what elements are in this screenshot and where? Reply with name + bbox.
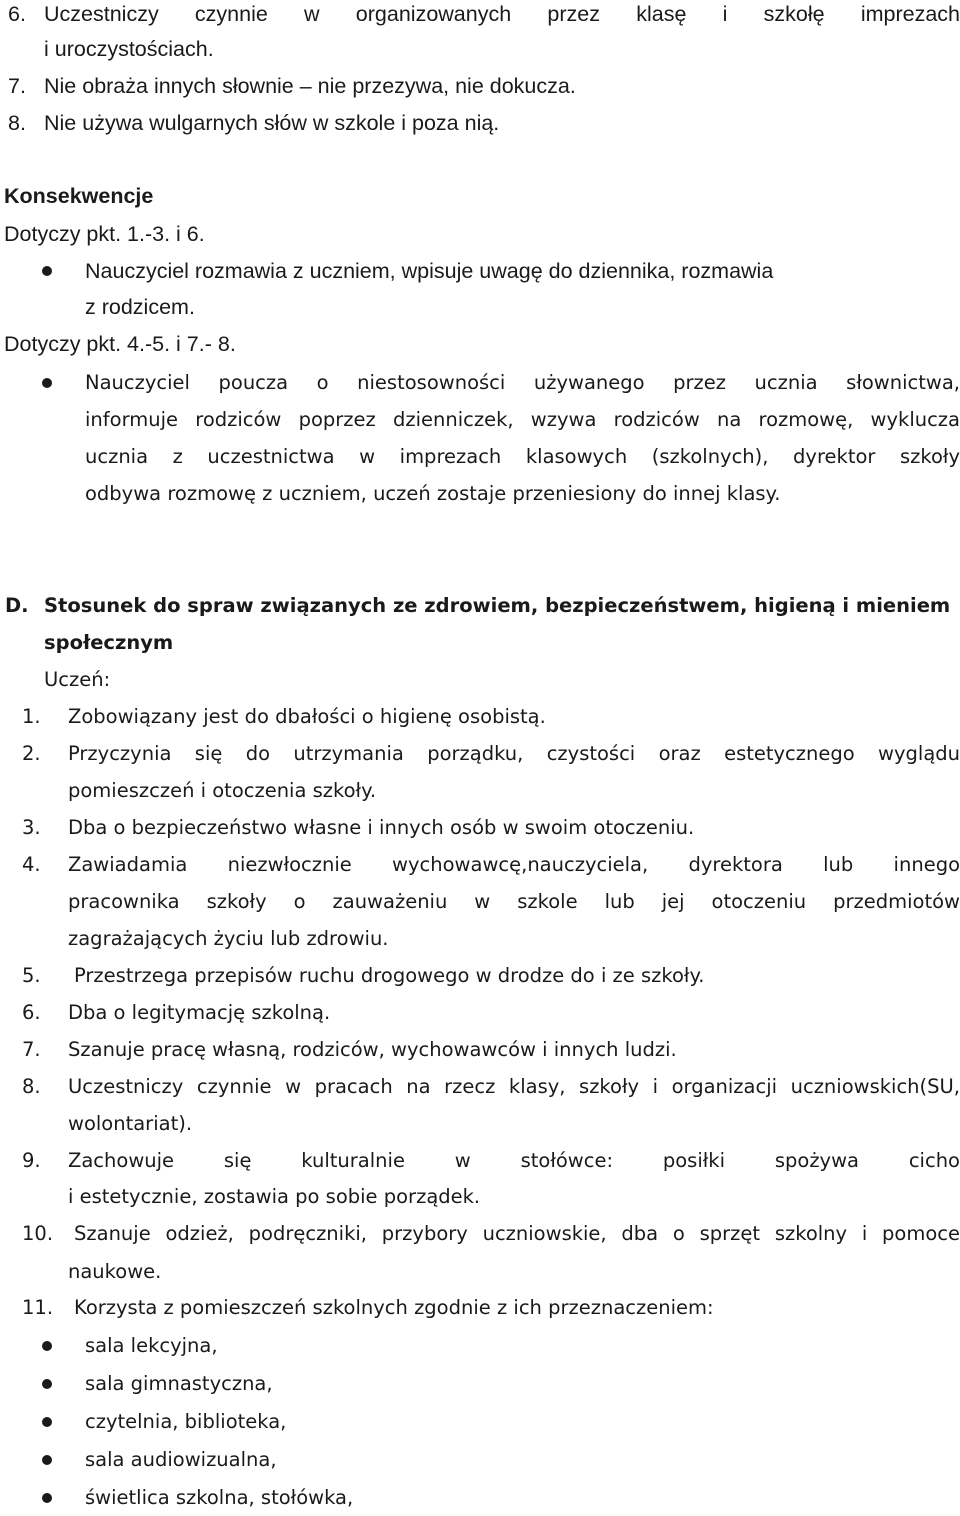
section-title: społecznym bbox=[44, 631, 174, 654]
list-item-text: Szanuje pracę własną, rodziców, wychowawców i innych ludzi. bbox=[68, 1038, 677, 1061]
bullet-icon bbox=[42, 266, 52, 276]
group-label: Dotyczy pkt. 1.-3. i 6. bbox=[4, 222, 205, 246]
room-item: sala gimnastyczna, bbox=[85, 1372, 273, 1395]
list-number: 9. bbox=[22, 1149, 41, 1172]
list-number: 11. bbox=[22, 1296, 54, 1319]
section-letter: D. bbox=[5, 594, 29, 617]
list-item-text: Uczestniczy czynnie w pracach na rzecz klasy, szkoły i organizacji uczniowskich(SU, bbox=[68, 1075, 960, 1098]
list-item-text: zagrażających życiu lub zdrowiu. bbox=[68, 927, 389, 950]
list-number: 3. bbox=[22, 816, 41, 839]
room-item: sala audiowizualna, bbox=[85, 1448, 277, 1471]
bullet-icon bbox=[42, 1493, 52, 1503]
bullet-icon bbox=[42, 378, 52, 388]
bullet-text: Nauczyciel rozmawia z uczniem, wpisuje uwagę do dziennika, rozmawia bbox=[85, 259, 774, 283]
room-item: sala lekcyjna, bbox=[85, 1334, 218, 1357]
bullet-icon bbox=[42, 1417, 52, 1427]
room-item: czytelnia, biblioteka, bbox=[85, 1410, 287, 1433]
bullet-text: informuje rodziców poprzez dzienniczek, wzywa rodziców na rozmowę, wyklucza bbox=[85, 408, 960, 431]
list-number: 4. bbox=[22, 853, 41, 876]
bullet-text: odbywa rozmowę z uczniem, uczeń zostaje przeniesiony do innej klasy. bbox=[85, 482, 781, 505]
list-item-text: Zawiadamia niezwłocznie wychowawcę,nauczyciela, dyrektora lub innego bbox=[68, 853, 960, 876]
bullet-icon bbox=[42, 1455, 52, 1465]
list-number: 5. bbox=[22, 964, 41, 987]
list-number: 8. bbox=[22, 1075, 41, 1098]
list-item-text: Przestrzega przepisów ruchu drogowego w drodze do i ze szkoły. bbox=[74, 964, 705, 987]
list-number: 7. bbox=[22, 1038, 41, 1061]
list-item-text: pomieszczeń i otoczenia szkoły. bbox=[68, 779, 377, 802]
list-number: 6. bbox=[8, 2, 26, 26]
bullet-text: Nauczyciel poucza o niestosowności używanego przez ucznia słownictwa, bbox=[85, 371, 960, 394]
list-number: 7. bbox=[8, 74, 26, 98]
bullet-text: ucznia z uczestnictwa w imprezach klasowych (szkolnych), dyrektor szkoły bbox=[85, 445, 960, 468]
list-item-text: Nie obraża innych słownie – nie przezywa, nie dokucza. bbox=[44, 74, 576, 98]
list-number: 6. bbox=[22, 1001, 41, 1024]
list-item-text: naukowe. bbox=[68, 1260, 162, 1283]
list-item-text: wolontariat). bbox=[68, 1112, 193, 1135]
list-item-text: Nie używa wulgarnych słów w szkole i poza nią. bbox=[44, 111, 500, 135]
bullet-icon bbox=[42, 1379, 52, 1389]
section-title: Stosunek do spraw związanych ze zdrowiem, bezpieczeństwem, higieną i mieniem bbox=[44, 594, 951, 617]
list-item-text: Zachowuje się kulturalnie w stołówce: posiłki spożywa cicho bbox=[68, 1149, 960, 1172]
bullet-icon bbox=[42, 1341, 52, 1351]
list-number: 2. bbox=[22, 742, 41, 765]
list-item-text: pracownika szkoły o zauważeniu w szkole lub jej otoczeniu przedmiotów bbox=[68, 890, 960, 913]
list-number: 8. bbox=[8, 111, 26, 135]
list-item-text: Dba o legitymację szkolną. bbox=[68, 1001, 331, 1024]
bullet-text: z rodzicem. bbox=[85, 295, 195, 319]
list-item-text: i estetycznie, zostawia po sobie porządek. bbox=[68, 1185, 481, 1208]
group-label: Dotyczy pkt. 4.-5. i 7.- 8. bbox=[4, 332, 236, 356]
list-item-text: Korzysta z pomieszczeń szkolnych zgodnie z ich przeznaczeniem: bbox=[74, 1296, 714, 1319]
list-item-text: Dba o bezpieczeństwo własne i innych osób w swoim otoczeniu. bbox=[68, 816, 695, 839]
consequences-heading: Konsekwencje bbox=[4, 184, 154, 208]
list-item-text: Uczestniczy czynnie w organizowanych przez klasę i szkołę imprezach bbox=[44, 2, 960, 26]
list-item-text: Zobowiązany jest do dbałości o higienę osobistą. bbox=[68, 705, 546, 728]
room-item: świetlica szkolna, stołówka, bbox=[85, 1486, 354, 1509]
subject-label: Uczeń: bbox=[44, 668, 111, 691]
list-item-text: i uroczystościach. bbox=[44, 37, 214, 61]
list-number: 1. bbox=[22, 705, 41, 728]
list-item-text: Szanuje odzież, podręczniki, przybory uczniowskie, dba o sprzęt szkolny i pomoce bbox=[74, 1222, 960, 1245]
list-number: 10. bbox=[22, 1222, 54, 1245]
list-item-text: Przyczynia się do utrzymania porządku, czystości oraz estetycznego wyglądu bbox=[68, 742, 960, 765]
